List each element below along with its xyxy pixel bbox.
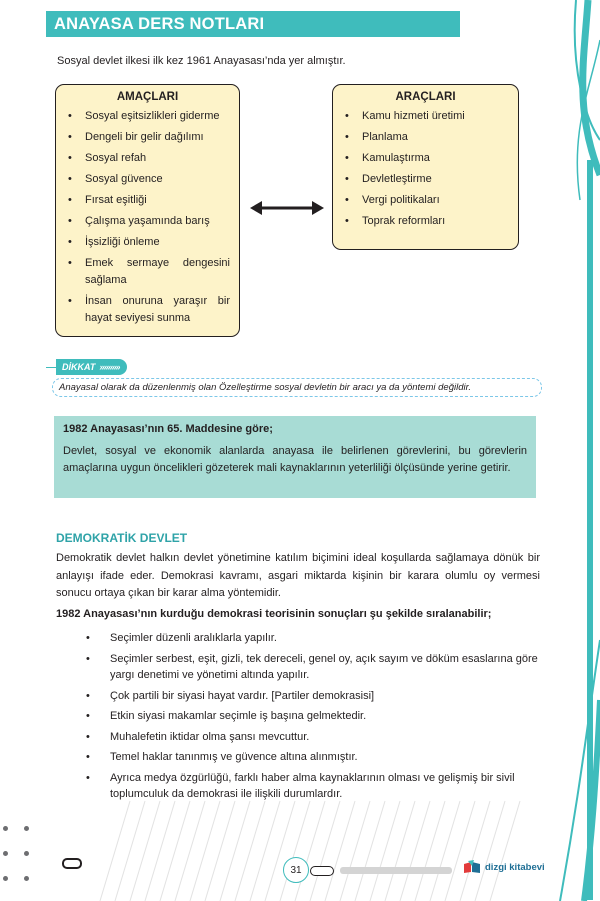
goal-item: • Fırsat eşitliği [68,192,230,209]
goal-item: • İnsan onuruna yaraşır bir hayat seviyesi sunma [68,293,230,327]
tools-box [332,84,519,250]
header-banner [46,11,460,37]
list-item: • Temel haklar tanınmış ve güvence altına alınmıştır. [56,749,540,766]
tool-item: • Devletleştirme [345,171,509,188]
intro-text: Sosyal devlet ilkesi ilk kez 1961 Anayasası’nda yer almıştır. [57,55,346,67]
article-title: 1982 Anayasası’nın 65. Maddesine göre; [63,423,273,435]
goal-item: • Sosyal eşitsizlikleri giderme [68,108,230,125]
double-arrow-icon [250,200,324,216]
dikkat-label: DİKKAT [62,362,96,372]
tool-item: • Vergi politikaları [345,192,509,209]
list-item: • Etkin siyasi makamlar seçimle iş başına gelmektedir. [56,708,540,725]
book-icon [462,860,482,874]
tools-title: ARAÇLARI [395,91,456,103]
article-box [54,416,536,498]
goal-item: • İşsizliği önleme [68,234,230,251]
chevrons-icon: »»»»» [99,362,120,372]
goal-item: • Çalışma yaşamında barış [68,213,230,230]
tool-item: • Planlama [345,129,509,146]
goal-item: • Sosyal refah [68,150,230,167]
section-paragraph: Demokratik devlet halkın devlet yönetimine katılım biçimini ideal koşullarda sağlamaya dönük bir anlayışı ifade eder. Demokrasi kavramı, asgari miktarda kişinin bir karara olumlu oy vermesi sonucu ortaya çıkan bir karar alma yöntemidir. [56,552,540,599]
dikkat-text: Anayasal olarak da düzenlenmiş olan Özelleştirme sosyal devletin bir aracı ya da yöntemi değildir. [59,382,472,393]
publisher-name: dizgi kitabevi [485,861,545,873]
list-heading: 1982 Anayasası’nın kurduğu demokrasi teorisinin sonuçları şu şekilde sıralanabilir; [56,608,492,620]
decorative-pill [310,866,334,876]
goal-item: • Dengeli bir gelir dağılımı [68,129,230,146]
dikkat-note [52,378,542,397]
goals-box [55,84,240,337]
footer-bar [340,867,452,874]
tool-item: • Toprak reformları [345,213,509,230]
dikkat-connector [46,367,56,368]
section-title: DEMOKRATİK DEVLET [56,531,188,545]
tool-item: • Kamulaştırma [345,150,509,167]
decorative-pill [62,858,82,869]
list-item: • Çok partili bir siyasi hayat vardır. [Partiler demokrasisi] [56,688,540,705]
goal-item: • Sosyal güvence [68,171,230,188]
dikkat-badge [56,359,127,375]
list-item: • Muhalefetin iktidar olma şansı mevcuttur. [56,729,540,746]
list-item: • Seçimler düzenli aralıklarla yapılır. [56,630,540,647]
page-number [283,857,309,883]
goals-title: AMAÇLARI [116,91,179,103]
article-body: Devlet, sosyal ve ekonomik alanlarda anayasa ile belirlenen görevlerini, bu görevlerin amaçlarına uygun öncelikleri gözeterek mali kaynaklarının yeterliliği ölçüsünde yerine getirir. [63,445,527,474]
page-title: ANAYASA DERS NOTLARI [54,14,265,33]
decorative-swoosh-right [540,0,600,901]
tool-item: • Kamu hizmeti üretimi [345,108,509,125]
page-number-text: 31 [290,864,302,876]
tools-list [333,108,518,230]
list-item: • Seçimler serbest, eşit, gizli, tek dereceli, genel oy, açık sayım ve döküm esaslarına göre yargı denetimi ve yönetimi altında yapılır. [56,651,540,684]
goal-item: • Emek sermaye dengesini sağlama [68,255,230,289]
goals-list [56,108,239,327]
democracy-results-list [56,630,540,807]
publisher-logo [462,860,545,874]
list-item: • Ayrıca medya özgürlüğü, farklı haber alma kaynaklarının olması ve gelişmiş bir sivil toplumculuk da demokrasi ile ilişkili durumlardır. [56,770,540,803]
